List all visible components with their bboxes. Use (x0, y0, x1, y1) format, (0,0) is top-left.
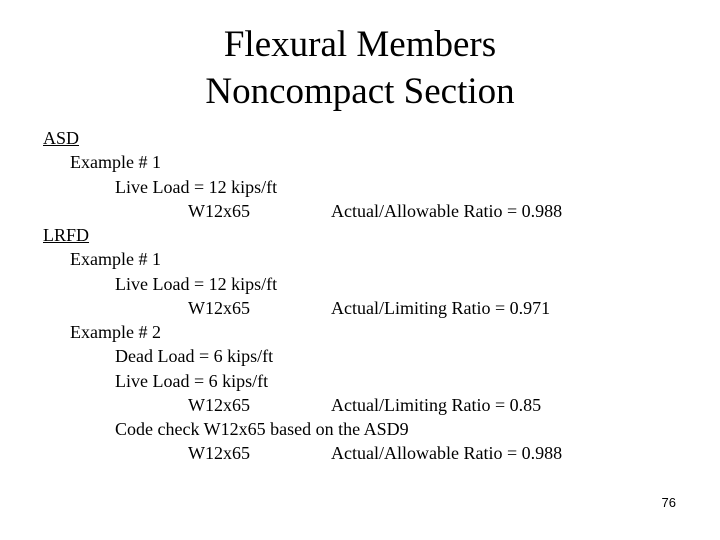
lrfd-example-1-section: W12x65 (188, 298, 250, 318)
title-line-1: Flexural Members (223, 24, 497, 65)
asd-heading: ASD (43, 128, 80, 148)
asd-example-1-section: W12x65 (188, 201, 250, 221)
lrfd-example-1-label: Example # 1 (70, 249, 161, 269)
lrfd-example-2-label: Example # 2 (70, 322, 161, 342)
lrfd-example-2-live-load: Live Load = 6 kips/ft (115, 371, 269, 391)
lrfd-example-2-code-check: Code check W12x65 based on the ASD9 (115, 419, 409, 439)
lrfd-example-2-code-check-section: W12x65 (188, 443, 250, 463)
lrfd-example-2-section: W12x65 (188, 395, 250, 415)
lrfd-example-2-ratio: Actual/Limiting Ratio = 0.85 (331, 395, 542, 415)
lrfd-example-2-dead-load: Dead Load = 6 kips/ft (115, 346, 274, 366)
asd-example-1-live-load: Live Load = 12 kips/ft (115, 177, 278, 197)
lrfd-example-2-code-check-ratio: Actual/Allowable Ratio = 0.988 (331, 443, 563, 463)
page-number: 76 (661, 495, 676, 510)
title-line-2: Noncompact Section (205, 71, 515, 112)
asd-example-1-label: Example # 1 (70, 152, 161, 172)
lrfd-heading: LRFD (43, 225, 90, 245)
lrfd-example-1-ratio: Actual/Limiting Ratio = 0.971 (331, 298, 551, 318)
lrfd-example-1-live-load: Live Load = 12 kips/ft (115, 274, 278, 294)
asd-example-1-ratio: Actual/Allowable Ratio = 0.988 (331, 201, 563, 221)
